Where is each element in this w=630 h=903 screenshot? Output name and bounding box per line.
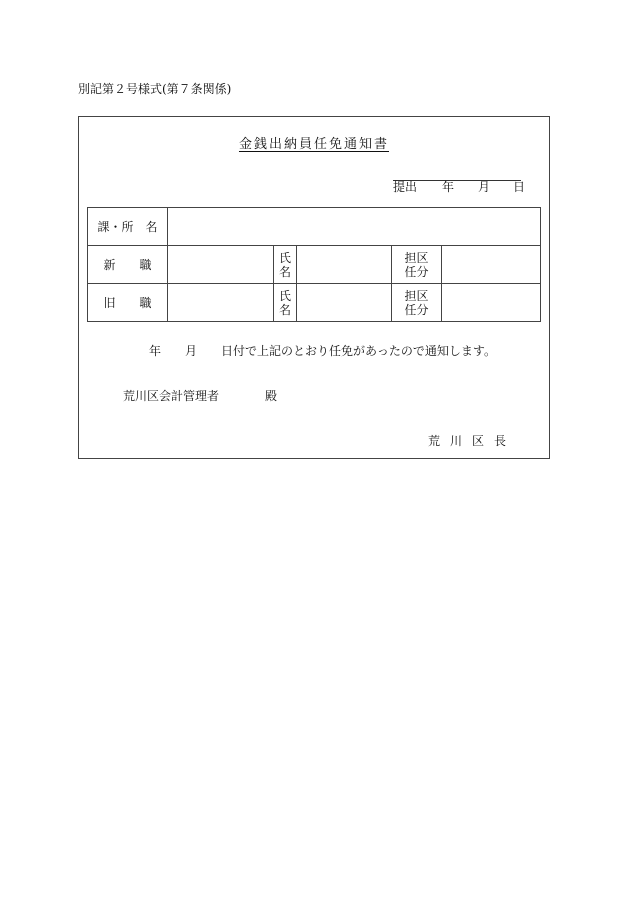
- old-name-label: [274, 284, 297, 322]
- notice-month-label: 月: [185, 344, 198, 358]
- old-post-field[interactable]: [168, 284, 274, 322]
- old-area-label: [392, 284, 442, 322]
- new-post-field[interactable]: [168, 246, 274, 284]
- old-name-field[interactable]: [297, 284, 392, 322]
- table-row-old-post: [88, 284, 541, 322]
- old-area-field[interactable]: [442, 284, 541, 322]
- old-area-label-bottom: 任分: [404, 302, 429, 317]
- new-area-label-bottom: 任分: [404, 264, 429, 279]
- submission-label: 提出: [393, 180, 418, 194]
- submission-date-line: [393, 178, 526, 194]
- notice-text: 日付で上記のとおり任免があったので通知します。: [221, 344, 496, 358]
- submission-year-label: 年: [442, 180, 455, 194]
- new-area-label-top: 担区: [404, 250, 429, 265]
- new-area-field[interactable]: [442, 246, 541, 284]
- notice-form-frame: [78, 116, 550, 459]
- new-name-field[interactable]: [297, 246, 392, 284]
- notice-sentence: [149, 342, 496, 359]
- addressee-line: [123, 387, 277, 404]
- old-name-label-top: 氏: [279, 288, 292, 303]
- department-field[interactable]: [168, 208, 541, 246]
- new-name-label-top: 氏: [279, 250, 292, 265]
- new-name-label-bottom: 名: [279, 264, 292, 279]
- appointment-table: [87, 207, 541, 322]
- old-post-label: 旧 職: [88, 284, 168, 322]
- submission-month-label: 月: [478, 180, 491, 194]
- form-reference-heading: 別記第２号様式(第７条関係): [78, 82, 232, 96]
- new-name-label: [274, 246, 297, 284]
- form-title: [79, 133, 549, 152]
- submission-day-label: 日: [513, 180, 526, 194]
- old-area-label-top: 担区: [404, 288, 429, 303]
- addressee-honorific: 殿: [265, 389, 278, 403]
- new-post-label: 新 職: [88, 246, 168, 284]
- old-name-label-bottom: 名: [279, 302, 292, 317]
- department-label: 課・所 名: [88, 208, 168, 246]
- sender-name: 荒川区長: [428, 434, 517, 448]
- table-row-department: [88, 208, 541, 246]
- new-area-label: [392, 246, 442, 284]
- table-row-new-post: [88, 246, 541, 284]
- addressee-name: 荒川区会計管理者: [123, 389, 220, 403]
- form-title-text: 金銭出納員任免通知書: [238, 137, 389, 152]
- notice-year-label: 年: [149, 344, 162, 358]
